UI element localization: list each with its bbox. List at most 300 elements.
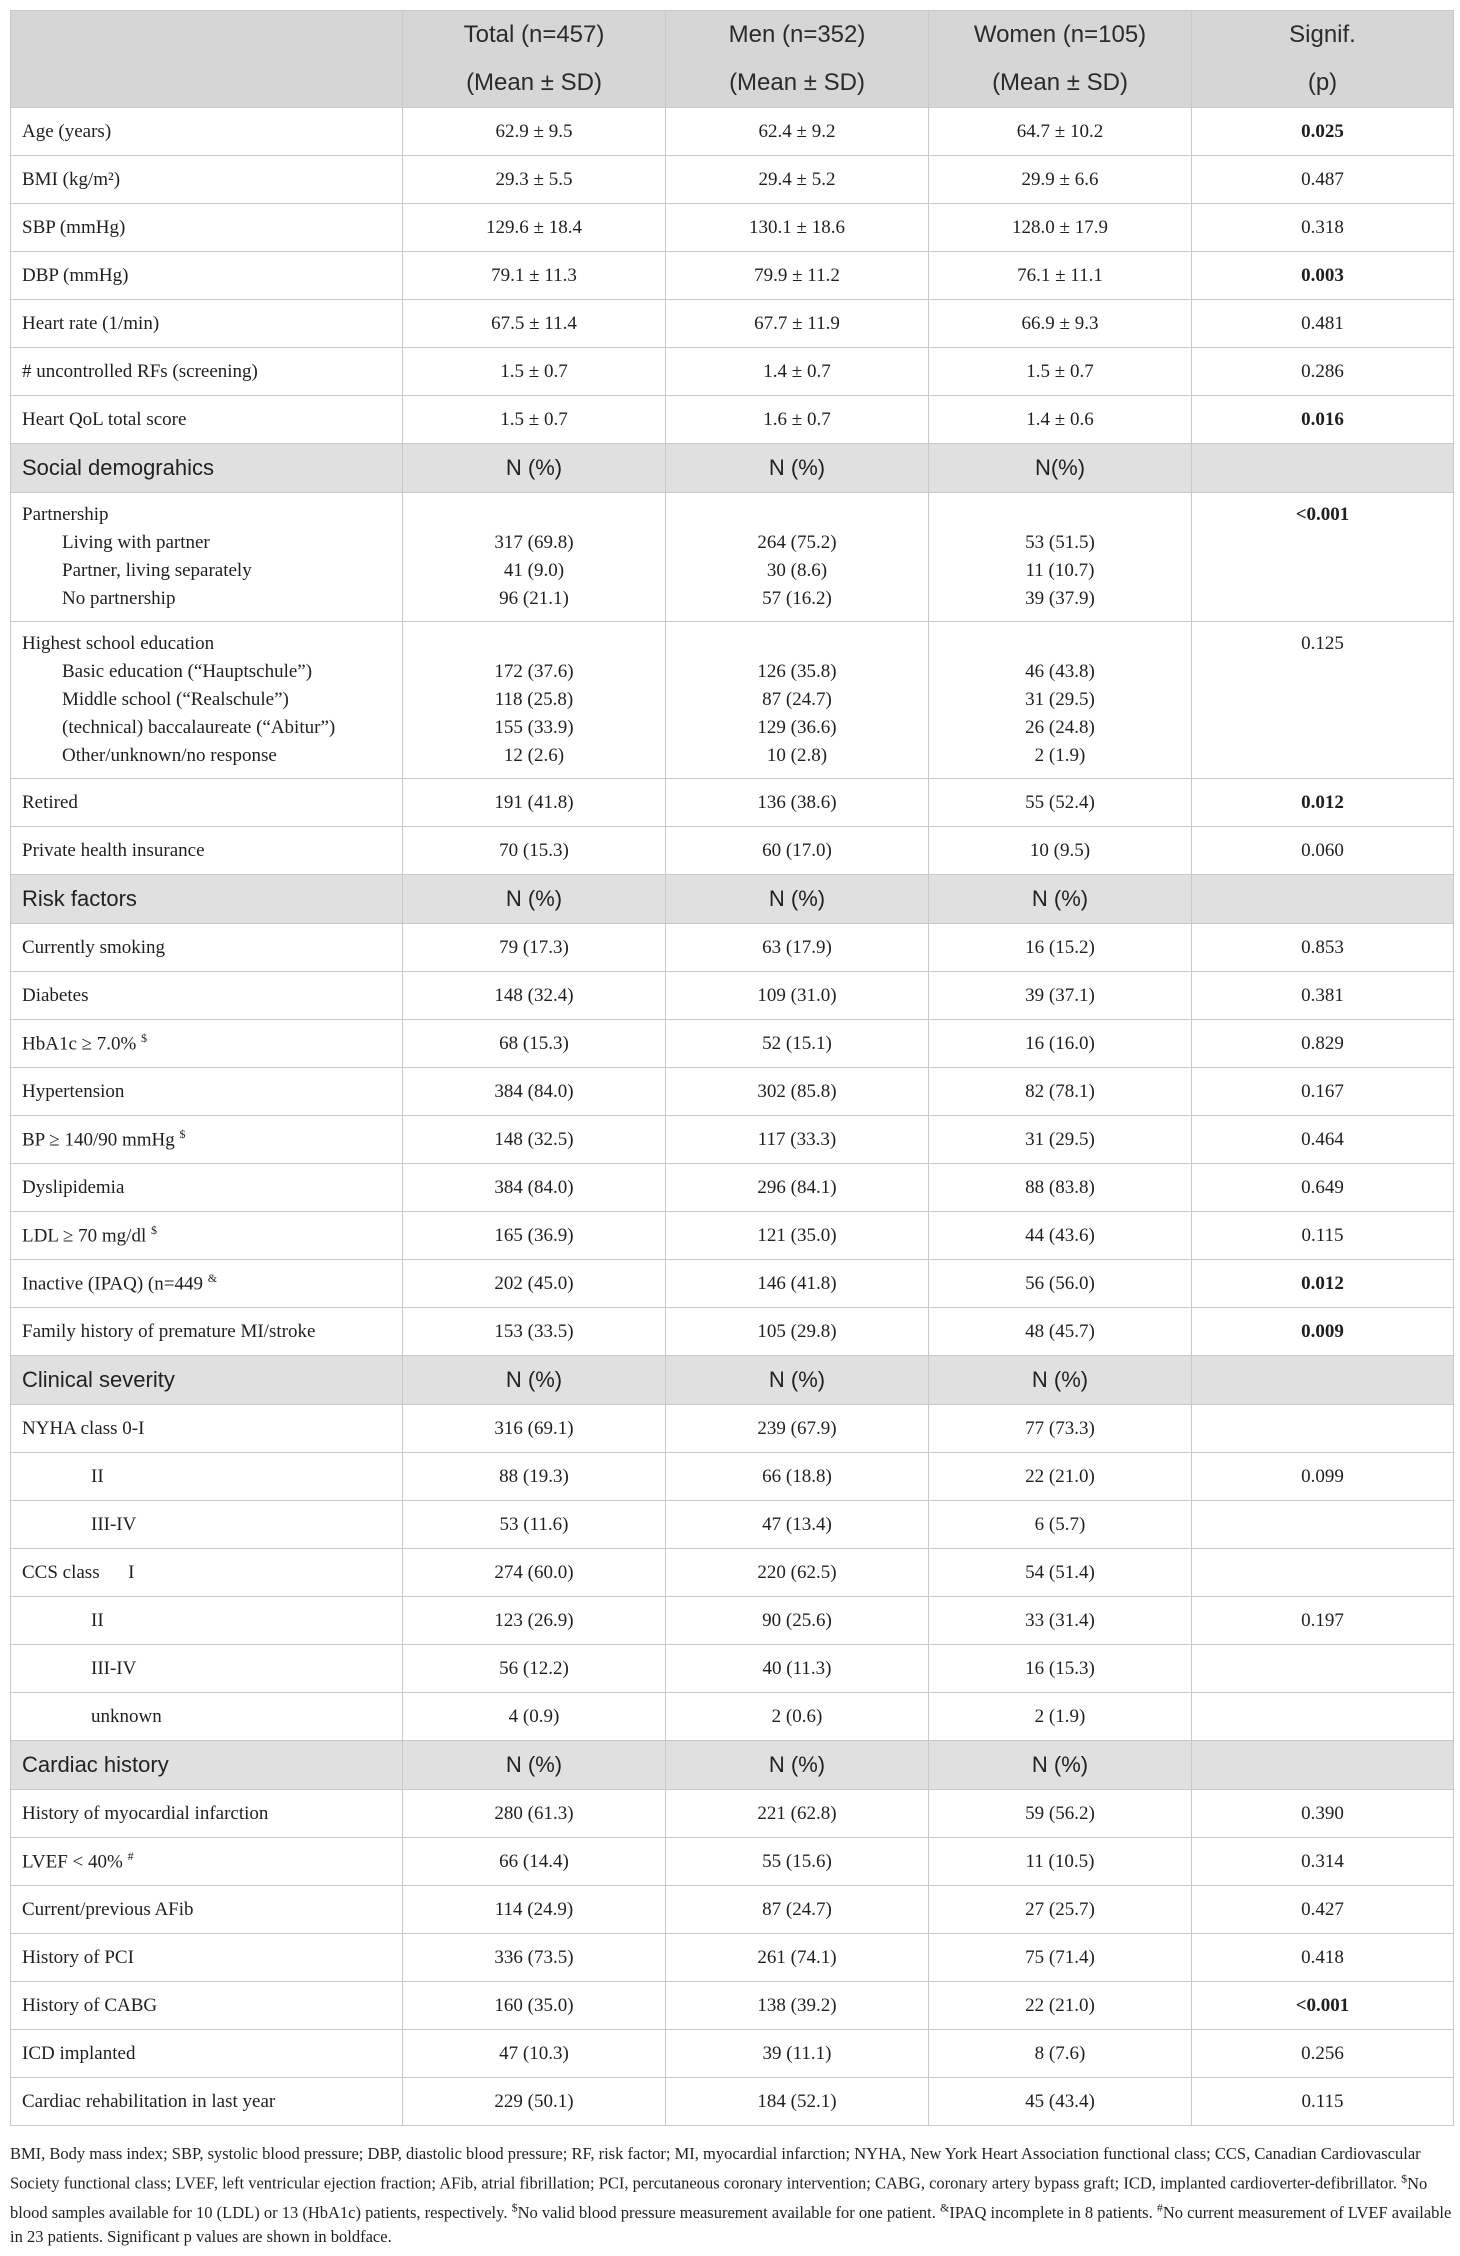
- cell-women: 10 (9.5): [929, 827, 1192, 875]
- row-label-text: Cardiac rehabilitation in last year: [22, 2090, 276, 2112]
- table-row: [11, 1597, 1454, 1645]
- row-label-text: Heart QoL total score: [22, 408, 187, 430]
- header-men-unit: (Mean ± SD): [666, 59, 929, 108]
- cell-p: 0.012: [1192, 1260, 1454, 1308]
- cell-men: 130.1 ± 18.6: [666, 204, 929, 252]
- cell-men: 60 (17.0): [666, 827, 929, 875]
- section-title: Risk factors: [11, 875, 403, 924]
- group-item-women: 53 (51.5): [1025, 532, 1095, 553]
- cell-women: 22 (21.0): [929, 1982, 1192, 2030]
- cell-women: 8 (7.6): [929, 2030, 1192, 2078]
- group-cell-women: [929, 493, 1192, 622]
- section-row-risk: [11, 875, 1454, 924]
- row-label: [11, 1501, 403, 1549]
- row-label: [11, 1164, 403, 1212]
- cell-p: 0.464: [1192, 1116, 1454, 1164]
- row-label-text: III-IV: [91, 1657, 137, 1679]
- header-women-unit: (Mean ± SD): [929, 59, 1192, 108]
- footnote-marker: &: [207, 1271, 218, 1286]
- footnote-marker: #: [127, 1849, 134, 1864]
- row-label: [11, 1645, 403, 1693]
- cell-women: 1.5 ± 0.7: [929, 348, 1192, 396]
- cell-men: 220 (62.5): [666, 1549, 929, 1597]
- cell-men: 184 (52.1): [666, 2078, 929, 2126]
- footnote-marker: $: [179, 1127, 186, 1142]
- header-women: Women (n=105): [929, 11, 1192, 60]
- cell-men: 221 (62.8): [666, 1790, 929, 1838]
- table-row: [11, 1693, 1454, 1741]
- cell-men: 79.9 ± 11.2: [666, 252, 929, 300]
- header-total-unit: (Mean ± SD): [403, 59, 666, 108]
- row-label-text: Heart rate (1/min): [22, 312, 160, 334]
- cell-women: 33 (31.4): [929, 1597, 1192, 1645]
- table-header: [11, 11, 1454, 108]
- header-label-col-2: [11, 59, 403, 108]
- cell-women: 59 (56.2): [929, 1790, 1192, 1838]
- group-p-value: <0.001: [1295, 504, 1350, 525]
- cell-total: 67.5 ± 11.4: [403, 300, 666, 348]
- cell-p: 0.016: [1192, 396, 1454, 444]
- row-label-text: Currently smoking: [22, 936, 166, 958]
- table-row: [11, 1068, 1454, 1116]
- cell-p: 0.025: [1192, 108, 1454, 156]
- table-row: [11, 300, 1454, 348]
- cell-total: 148 (32.4): [403, 972, 666, 1020]
- cell-p: [1192, 1645, 1454, 1693]
- cell-p: 0.481: [1192, 300, 1454, 348]
- cell-total: 1.5 ± 0.7: [403, 396, 666, 444]
- group-item-men: 57 (16.2): [762, 588, 832, 609]
- footnote-abbreviations: BMI, Body mass index; SBP, systolic blood pressure; DBP, diastolic blood pressure; RF, risk factor; MI, myocardial infarction; NYHA, New York Heart Association functional class; CCS, Canadian Cardiovascular Society functional class; LVEF, left ventricular ejection fraction; AFib, atrial fibrillation; PCI, percutaneous coronary intervention; CABG, coronary artery bypass graft; ICD, implanted cardioverter-defibrillator.: [10, 2144, 1421, 2193]
- cell-total: 29.3 ± 5.5: [403, 156, 666, 204]
- table-container: [10, 10, 1453, 2126]
- group-cell-women: [929, 622, 1192, 779]
- group-label: [11, 493, 403, 622]
- row-label: [11, 1116, 403, 1164]
- cell-p: 0.009: [1192, 1308, 1454, 1356]
- group-item-men: 129 (36.6): [757, 717, 837, 738]
- cell-total: 56 (12.2): [403, 1645, 666, 1693]
- cell-women: 128.0 ± 17.9: [929, 204, 1192, 252]
- table-row: [11, 1645, 1454, 1693]
- row-label: [11, 348, 403, 396]
- table-row: [11, 1020, 1454, 1068]
- cell-p: 0.427: [1192, 1886, 1454, 1934]
- row-label: [11, 1212, 403, 1260]
- table-row: [11, 1453, 1454, 1501]
- group-label: [11, 622, 403, 779]
- header-signif-unit: (p): [1192, 59, 1454, 108]
- cell-total: 160 (35.0): [403, 1982, 666, 2030]
- group-item-men: 264 (75.2): [757, 532, 837, 553]
- cell-total: 79.1 ± 11.3: [403, 252, 666, 300]
- footnote-symbol: &: [940, 2200, 950, 2215]
- section-total-unit: N (%): [403, 1741, 666, 1790]
- footnote-symbol: #: [1156, 2200, 1163, 2215]
- section-row-clinical: [11, 1356, 1454, 1405]
- footnote-symbol: $: [511, 2200, 518, 2215]
- section-women-unit: N (%): [929, 875, 1192, 924]
- cell-men: 87 (24.7): [666, 1886, 929, 1934]
- footnote-text: No current measurement of LVEF available in 23 patients. Significant p values are shown in boldface.: [10, 2203, 1452, 2246]
- cell-women: 22 (21.0): [929, 1453, 1192, 1501]
- footnote-text: No blood samples available for 10 (LDL) or 13 (HbA1c) patients, respectively.: [10, 2173, 1428, 2222]
- cell-men: 66 (18.8): [666, 1453, 929, 1501]
- row-label: [11, 972, 403, 1020]
- group-item-total: 12 (2.6): [503, 745, 565, 766]
- cell-p: 0.099: [1192, 1453, 1454, 1501]
- cell-p: 0.286: [1192, 348, 1454, 396]
- cell-women: 82 (78.1): [929, 1068, 1192, 1116]
- group-item-label: Partner, living separately: [62, 560, 252, 581]
- cell-women: 39 (37.1): [929, 972, 1192, 1020]
- row-label: [11, 2030, 403, 2078]
- row-label: [11, 1693, 403, 1741]
- cell-men: 55 (15.6): [666, 1838, 929, 1886]
- table-row: [11, 1405, 1454, 1453]
- section-p-unit: [1192, 1741, 1454, 1790]
- group-title: Partnership: [22, 504, 109, 525]
- cell-men: 117 (33.3): [666, 1116, 929, 1164]
- section-row-social: [11, 444, 1454, 493]
- cell-total: 66 (14.4): [403, 1838, 666, 1886]
- cell-men: 62.4 ± 9.2: [666, 108, 929, 156]
- cell-women: 44 (43.6): [929, 1212, 1192, 1260]
- table-row: [11, 2078, 1454, 2126]
- section-title: Cardiac history: [11, 1741, 403, 1790]
- cell-p: 0.197: [1192, 1597, 1454, 1645]
- group-item-total: 118 (25.8): [494, 689, 574, 710]
- cell-total: 280 (61.3): [403, 1790, 666, 1838]
- section-men-unit: N (%): [666, 444, 929, 493]
- row-label: [11, 2078, 403, 2126]
- cell-p: [1192, 1693, 1454, 1741]
- cell-women: 56 (56.0): [929, 1260, 1192, 1308]
- cell-men: 121 (35.0): [666, 1212, 929, 1260]
- cell-p: 0.381: [1192, 972, 1454, 1020]
- row-label: [11, 252, 403, 300]
- row-label-text: Age (years): [22, 120, 112, 142]
- row-label: [11, 779, 403, 827]
- cell-p: 0.167: [1192, 1068, 1454, 1116]
- table-row: [11, 156, 1454, 204]
- row-label: [11, 827, 403, 875]
- cell-p: [1192, 1501, 1454, 1549]
- cell-women: 88 (83.8): [929, 1164, 1192, 1212]
- table-row: [11, 1982, 1454, 2030]
- cell-p: 0.487: [1192, 156, 1454, 204]
- group-item-men: 30 (8.6): [766, 560, 828, 581]
- cell-men: 63 (17.9): [666, 924, 929, 972]
- row-label: [11, 156, 403, 204]
- cell-total: 1.5 ± 0.7: [403, 348, 666, 396]
- cell-total: 384 (84.0): [403, 1068, 666, 1116]
- group-item-label: Basic education (“Hauptschule”): [62, 661, 313, 682]
- cell-total: 153 (33.5): [403, 1308, 666, 1356]
- cell-men: 261 (74.1): [666, 1934, 929, 1982]
- row-label-text: HbA1c ≥ 7.0%: [22, 1033, 142, 1055]
- section-women-unit: N (%): [929, 1356, 1192, 1405]
- cell-women: 1.4 ± 0.6: [929, 396, 1192, 444]
- cell-men: 2 (0.6): [666, 1693, 929, 1741]
- section-p-unit: [1192, 875, 1454, 924]
- cell-total: 229 (50.1): [403, 2078, 666, 2126]
- table-row: [11, 972, 1454, 1020]
- row-label-text: History of PCI: [22, 1946, 134, 1968]
- group-cell-total: [403, 622, 666, 779]
- section-p-unit: [1192, 444, 1454, 493]
- cell-men: 239 (67.9): [666, 1405, 929, 1453]
- cell-p: 0.256: [1192, 2030, 1454, 2078]
- cell-men: 136 (38.6): [666, 779, 929, 827]
- table-row: [11, 108, 1454, 156]
- cell-total: 88 (19.3): [403, 1453, 666, 1501]
- footnote-symbol: $: [1401, 2171, 1408, 2185]
- table-footnote: [10, 2142, 1453, 2249]
- row-label-text: LVEF < 40%: [22, 1851, 128, 1873]
- cell-women: 76.1 ± 11.1: [929, 252, 1192, 300]
- cell-p: 0.314: [1192, 1838, 1454, 1886]
- section-p-unit: [1192, 1356, 1454, 1405]
- group-item-men: 126 (35.8): [757, 661, 837, 682]
- table-row: [11, 1164, 1454, 1212]
- table-row: [11, 1549, 1454, 1597]
- row-label-text: III-IV: [91, 1513, 137, 1535]
- cell-p: 0.060: [1192, 827, 1454, 875]
- row-label-text: Private health insurance: [22, 839, 205, 861]
- cell-men: 90 (25.6): [666, 1597, 929, 1645]
- cell-men: 302 (85.8): [666, 1068, 929, 1116]
- cell-men: 67.7 ± 11.9: [666, 300, 929, 348]
- cell-p: 0.003: [1192, 252, 1454, 300]
- group-item-men: 10 (2.8): [766, 745, 828, 766]
- cell-p: <0.001: [1192, 1982, 1454, 2030]
- row-label-text: History of CABG: [22, 1994, 158, 2016]
- row-label-text: # uncontrolled RFs (screening): [22, 360, 258, 382]
- group-cell-men: [666, 493, 929, 622]
- table-row-education: [11, 622, 1454, 779]
- header-signif: Signif.: [1192, 11, 1454, 60]
- row-label-text: BMI (kg/m²): [22, 168, 121, 190]
- table-row: [11, 396, 1454, 444]
- cell-men: 1.6 ± 0.7: [666, 396, 929, 444]
- cell-p: 0.390: [1192, 1790, 1454, 1838]
- group-item-women: 11 (10.7): [1025, 560, 1095, 581]
- row-label-text: Retired: [22, 791, 78, 813]
- cell-women: 2 (1.9): [929, 1693, 1192, 1741]
- cell-women: 77 (73.3): [929, 1405, 1192, 1453]
- group-item-label: Living with partner: [62, 532, 210, 553]
- cell-total: 274 (60.0): [403, 1549, 666, 1597]
- header-row-2: [11, 59, 1454, 108]
- row-label: [11, 1308, 403, 1356]
- group-item-label: Middle school (“Realschule”): [62, 689, 289, 710]
- cell-women: 75 (71.4): [929, 1934, 1192, 1982]
- row-label-text: II: [91, 1609, 104, 1631]
- row-label: [11, 1597, 403, 1645]
- cell-total: 114 (24.9): [403, 1886, 666, 1934]
- row-label: [11, 1020, 403, 1068]
- header-label-col: [11, 11, 403, 60]
- cell-total: 316 (69.1): [403, 1405, 666, 1453]
- section-women-unit: N(%): [929, 444, 1192, 493]
- table-row: [11, 827, 1454, 875]
- cell-p: 0.829: [1192, 1020, 1454, 1068]
- row-label-text: ICD implanted: [22, 2042, 136, 2064]
- cell-total: 123 (26.9): [403, 1597, 666, 1645]
- group-cell-p: [1192, 622, 1454, 779]
- table-row: [11, 1934, 1454, 1982]
- group-cell-p: [1192, 493, 1454, 622]
- section-row-cardiac: [11, 1741, 1454, 1790]
- cell-total: 165 (36.9): [403, 1212, 666, 1260]
- cell-p: 0.853: [1192, 924, 1454, 972]
- table-row: [11, 2030, 1454, 2078]
- cell-men: 39 (11.1): [666, 2030, 929, 2078]
- row-label: [11, 204, 403, 252]
- section-total-unit: N (%): [403, 444, 666, 493]
- cell-men: 29.4 ± 5.2: [666, 156, 929, 204]
- row-label: [11, 1260, 403, 1308]
- cell-p: 0.649: [1192, 1164, 1454, 1212]
- cell-women: 16 (15.3): [929, 1645, 1192, 1693]
- group-cell-total: [403, 493, 666, 622]
- group-item-total: 155 (33.9): [494, 717, 574, 738]
- row-label-text: Inactive (IPAQ) (n=449: [22, 1273, 208, 1295]
- row-label: [11, 1886, 403, 1934]
- group-item-label: No partnership: [62, 588, 176, 609]
- cell-total: 62.9 ± 9.5: [403, 108, 666, 156]
- row-label: [11, 1838, 403, 1886]
- cell-men: 47 (13.4): [666, 1501, 929, 1549]
- baseline-characteristics-table: [10, 10, 1454, 2126]
- row-label-text: CCS class I: [22, 1561, 135, 1583]
- cell-men: 105 (29.8): [666, 1308, 929, 1356]
- table-row: [11, 1790, 1454, 1838]
- cell-total: 202 (45.0): [403, 1260, 666, 1308]
- group-item-total: 172 (37.6): [494, 661, 574, 682]
- table-row: [11, 348, 1454, 396]
- row-label: [11, 1934, 403, 1982]
- cell-women: 27 (25.7): [929, 1886, 1192, 1934]
- cell-p: 0.115: [1192, 1212, 1454, 1260]
- table-row: [11, 1501, 1454, 1549]
- row-label-text: DBP (mmHg): [22, 264, 129, 286]
- cell-men: 40 (11.3): [666, 1645, 929, 1693]
- cell-women: 11 (10.5): [929, 1838, 1192, 1886]
- row-label-text: SBP (mmHg): [22, 216, 126, 238]
- row-label-text: LDL ≥ 70 mg/dl: [22, 1225, 151, 1247]
- cell-total: 79 (17.3): [403, 924, 666, 972]
- row-label-text: II: [91, 1465, 104, 1487]
- row-label: [11, 1453, 403, 1501]
- cell-p: 0.318: [1192, 204, 1454, 252]
- section-title: Clinical severity: [11, 1356, 403, 1405]
- cell-total: 148 (32.5): [403, 1116, 666, 1164]
- cell-women: 45 (43.4): [929, 2078, 1192, 2126]
- row-label-text: Hypertension: [22, 1080, 125, 1102]
- cell-total: 4 (0.9): [403, 1693, 666, 1741]
- row-label: [11, 1405, 403, 1453]
- cell-men: 1.4 ± 0.7: [666, 348, 929, 396]
- cell-total: 336 (73.5): [403, 1934, 666, 1982]
- table-row-partnership: [11, 493, 1454, 622]
- cell-women: 66.9 ± 9.3: [929, 300, 1192, 348]
- table-row: [11, 1212, 1454, 1260]
- cell-women: 31 (29.5): [929, 1116, 1192, 1164]
- cell-p: 0.418: [1192, 1934, 1454, 1982]
- row-label: [11, 300, 403, 348]
- section-total-unit: N (%): [403, 875, 666, 924]
- cell-women: 16 (15.2): [929, 924, 1192, 972]
- group-item-women: 31 (29.5): [1025, 689, 1095, 710]
- group-item-women: 2 (1.9): [1034, 745, 1086, 766]
- row-label-text: NYHA class 0-I: [22, 1417, 145, 1439]
- row-label: [11, 1790, 403, 1838]
- row-label-text: Diabetes: [22, 984, 89, 1006]
- section-women-unit: N (%): [929, 1741, 1192, 1790]
- header-total: Total (n=457): [403, 11, 666, 60]
- footnote-text: No valid blood pressure measurement available for one patient.: [517, 2203, 941, 2222]
- row-label: [11, 924, 403, 972]
- cell-p: [1192, 1549, 1454, 1597]
- table-row: [11, 1116, 1454, 1164]
- cell-women: 16 (16.0): [929, 1020, 1192, 1068]
- group-item-total: 317 (69.8): [494, 532, 574, 553]
- group-item-women: 46 (43.8): [1025, 661, 1095, 682]
- row-label: [11, 1982, 403, 2030]
- row-label: [11, 1549, 403, 1597]
- table-row: [11, 779, 1454, 827]
- cell-men: 146 (41.8): [666, 1260, 929, 1308]
- header-row-1: [11, 11, 1454, 60]
- table-row: [11, 1886, 1454, 1934]
- group-cell-men: [666, 622, 929, 779]
- row-label-text: History of myocardial infarction: [22, 1802, 269, 1824]
- cell-total: 191 (41.8): [403, 779, 666, 827]
- table-row: [11, 1308, 1454, 1356]
- cell-men: 296 (84.1): [666, 1164, 929, 1212]
- section-men-unit: N (%): [666, 1356, 929, 1405]
- cell-women: 29.9 ± 6.6: [929, 156, 1192, 204]
- footnote-marker: $: [141, 1031, 148, 1046]
- row-label: [11, 108, 403, 156]
- row-label-text: Current/previous AFib: [22, 1898, 194, 1920]
- table-row: [11, 924, 1454, 972]
- cell-total: 70 (15.3): [403, 827, 666, 875]
- table-row: [11, 1838, 1454, 1886]
- row-label-text: unknown: [91, 1705, 162, 1727]
- cell-men: 138 (39.2): [666, 1982, 929, 2030]
- cell-p: [1192, 1405, 1454, 1453]
- section-men-unit: N (%): [666, 1741, 929, 1790]
- group-item-total: 96 (21.1): [499, 588, 569, 609]
- cell-p: 0.115: [1192, 2078, 1454, 2126]
- group-title: Highest school education: [22, 633, 215, 654]
- row-label: [11, 1068, 403, 1116]
- cell-women: 55 (52.4): [929, 779, 1192, 827]
- row-label-text: Family history of premature MI/stroke: [22, 1320, 316, 1342]
- group-item-women: 26 (24.8): [1025, 717, 1095, 738]
- cell-men: 52 (15.1): [666, 1020, 929, 1068]
- cell-total: 53 (11.6): [403, 1501, 666, 1549]
- cell-women: 6 (5.7): [929, 1501, 1192, 1549]
- cell-women: 54 (51.4): [929, 1549, 1192, 1597]
- table-row: [11, 252, 1454, 300]
- group-p-value: 0.125: [1301, 633, 1344, 654]
- footnote-marker: $: [151, 1223, 157, 1238]
- row-label-text: Dyslipidemia: [22, 1176, 125, 1198]
